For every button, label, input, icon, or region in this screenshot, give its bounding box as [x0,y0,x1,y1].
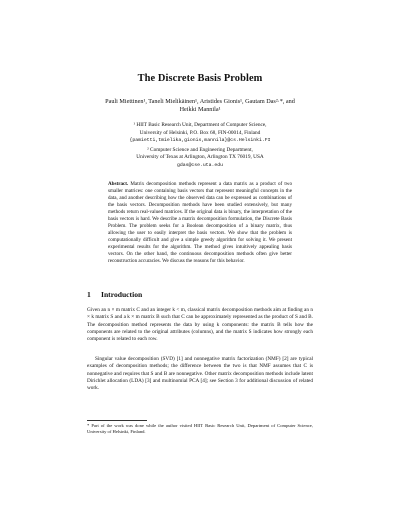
intro-paragraph-1: Given an n × m matrix C and an integer k < m, classical matrix decomposition methods aim at finding an n × k matrix S and a k × m matrix B such that C can be approximately represented as the product of S and B. The decomposition method represents the data by using k components: the matrix B tells how the components are related to the original attributes (columns), and the matrix S indicates how strongly each component is related to each row. [87,307,313,343]
affiliation-2-line-1: ² Computer Science and Engineering Department, [147,146,253,153]
paper-title: The Discrete Basis Problem [137,73,263,84]
affiliation-1-line-2: University of Helsinki, P.O. Box 68, FIN-00014, Finland [139,129,261,136]
abstract [108,181,292,265]
affiliation-2-email: gdas@cse.uta.edu [176,162,224,168]
footnote: * Part of the work was done while the author visited HIIT Basic Research Unit, Department of Computer Science, University of Helsinki, Finland. [87,423,313,435]
intro-paragraph-2: Singular value decomposition (SVD) [1] and nonnegative matrix factorization (NMF) [2] are typical examples of decomposition methods; the difference between the two is that NMF assumes that C is nonnegative and requires that S and B are nonnegative. Other matrix decomposition methods include latent Dirichlet allocation (LDA) [3] and multinomial PCA [4]; see Section 3 for additional discussion of related work. [87,356,313,392]
affiliation-1-email: {pamietti,tmielika,gionis,mannila}@cs.Helsinki.FI [129,138,271,144]
affiliation-2-line-2: University of Texas at Arlington, Arlington TX 76019, USA [136,154,264,161]
author-line-1: Pauli Miettinen¹, Taneli Mielikäinen¹, Aristides Gionis¹, Gautam Das²·*, and [105,98,295,105]
section-title: Introduction [101,290,143,299]
author-line-2: Heikki Mannila¹ [179,106,221,114]
affiliations [90,122,310,170]
abstract-text: Matrix decomposition methods represent a data matrix as a product of two smaller matrices: one containing basis vectors that represent meaningful concepts in the data, and another describing how the observed data can be expressed as combinations of the basis vectors. Decomposition methods have been studied extensively, but many methods return real-valued matrices. If the original data is binary, the interpretation of the basis vectors is hard. We describe a matrix decomposition formulation, the Discrete Basis Problem. The problem seeks for a Boolean decomposition of a binary matrix, thus allowing the user to easily interpret the basis vectors. We show that the problem is computationally difficult and give a simple greedy algorithm for solving it. We present experimental results for the algorithm. The method gives intuitively appealing basis vectors. On the other hand, the continuous decomposition methods often give better reconstruction accuracies. We discuss the reasons for this behavior. [108,181,292,264]
affiliation-1-line-1: ¹ HIIT Basic Research Unit, Department of Computer Science, [133,122,267,128]
author-list [60,98,340,115]
abstract-label: Abstract. [108,181,129,187]
section-heading [87,290,142,299]
section-number: 1 [87,290,91,299]
footnote-rule [87,420,147,421]
